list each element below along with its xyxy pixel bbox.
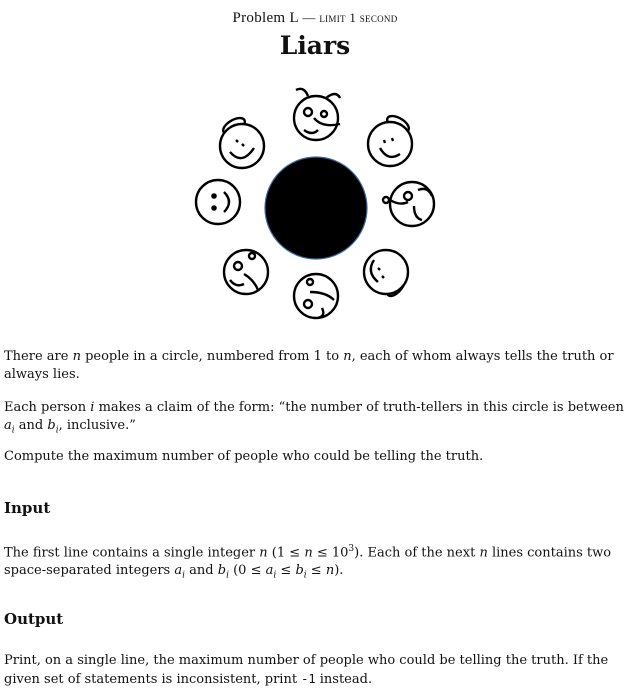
- output-paragraph: Print, on a single line, the maximum number of people who could be telling the truth. If the given set of statements is inconsistent, print -1 instead.: [4, 653, 609, 687]
- statement-paragraph-2: Each person i makes a claim of the form: “the number of truth-tellers in this circle is between $a_i$ and $b_i$, inclusive.”: [4, 400, 624, 436]
- inconsistent-output-code: -1: [301, 672, 316, 686]
- statement-paragraph-1: There are n people in a circle, numbered from 1 to n, each of whom always tells the truth or always lies.: [4, 349, 614, 382]
- liar-face-icon: [294, 89, 340, 140]
- halo-face-icon: [364, 250, 408, 299]
- liar-face-icon: [383, 182, 434, 226]
- input-paragraph: The first line contains a single integer n $(1 \le n \le 10^3)$. Each of the next n lines contains two space-separated integers $a_i$ and $b_i$ $(0 \le a_i \le b_i \le n)$.: [4, 544, 612, 581]
- input-heading: Input: [4, 499, 51, 517]
- center-black-disc: [265, 157, 367, 259]
- liar-face-icon: [294, 274, 338, 318]
- halo-face-icon: [220, 115, 264, 168]
- time-limit: limit 1 second: [319, 10, 398, 25]
- liars-circle-illustration: [180, 84, 450, 334]
- problem-title: Liars: [279, 31, 351, 60]
- liar-face-icon: [224, 250, 268, 294]
- halo-face-icon: [368, 113, 412, 166]
- output-heading: Output: [4, 610, 64, 628]
- statement-paragraph-3: Compute the maximum number of people who could be telling the truth.: [4, 449, 484, 464]
- header-separator: —: [298, 10, 320, 25]
- problem-label: Problem L: [232, 10, 299, 26]
- smiling-face-icon: [196, 180, 240, 224]
- problem-header: [0, 10, 630, 27]
